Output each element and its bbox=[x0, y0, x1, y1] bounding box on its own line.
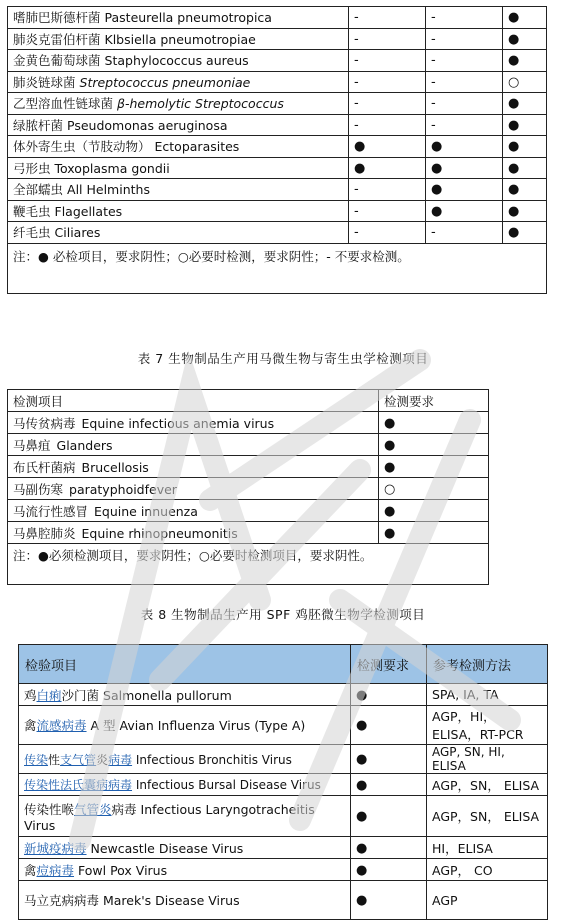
organism-name bbox=[8, 157, 349, 179]
requirement-cell bbox=[379, 478, 489, 500]
requirement-mark: - bbox=[354, 96, 359, 112]
table8-header-req: 检测要求 bbox=[351, 645, 427, 684]
table8-method: AGP bbox=[427, 881, 548, 920]
table-row bbox=[19, 796, 548, 837]
item-text: 病毒 Infectious Laryngotracheitis Virus bbox=[24, 801, 315, 833]
requirement-mark: ● bbox=[431, 139, 443, 155]
table-row bbox=[8, 28, 547, 50]
organism-name-en: All Helminths bbox=[67, 182, 150, 198]
required-mark: ● bbox=[356, 752, 368, 767]
requirement-mark: ● bbox=[384, 459, 396, 475]
organism-name-en: β-hemolytic Streptococcus bbox=[117, 96, 284, 112]
organism-name-zh: 纤毛虫 bbox=[13, 225, 51, 241]
organism-name-zh: 金黄色葡萄球菌 bbox=[13, 53, 101, 69]
table-row bbox=[19, 684, 548, 706]
test-item-zh: 布氏杆菌病 bbox=[13, 459, 76, 475]
item-link[interactable]: 痘病毒 bbox=[36, 862, 75, 878]
requirement-cell bbox=[503, 157, 547, 179]
requirement-cell bbox=[503, 136, 547, 158]
requirement-mark: ○ bbox=[508, 74, 520, 90]
requirement-cell bbox=[379, 500, 489, 522]
organism-name-zh: 弓形虫 bbox=[13, 160, 51, 176]
requirement-mark: ● bbox=[508, 225, 520, 241]
requirement-cell bbox=[349, 114, 426, 136]
item-text: 传染性喉 bbox=[24, 801, 75, 817]
table-row bbox=[8, 522, 489, 544]
table8-req bbox=[351, 837, 427, 859]
table8-req bbox=[351, 745, 427, 774]
requirement-mark: ● bbox=[508, 31, 520, 47]
table-row bbox=[19, 745, 548, 774]
table-row bbox=[8, 114, 547, 136]
requirement-mark: - bbox=[354, 117, 359, 133]
table8-method: AGP，SN， ELISA bbox=[427, 774, 548, 796]
item-link[interactable]: 传染 bbox=[24, 752, 49, 767]
requirement-cell bbox=[349, 50, 426, 72]
organism-name bbox=[8, 93, 349, 115]
requirement-cell bbox=[426, 136, 503, 158]
table8-req bbox=[351, 706, 427, 745]
item-link[interactable]: 白痢 bbox=[36, 687, 62, 703]
requirement-mark: ● bbox=[431, 203, 443, 219]
organism-name-zh: 嗜肺巴斯德杆菌 bbox=[13, 10, 101, 26]
requirement-mark: - bbox=[354, 31, 359, 47]
organism-name-en: Staphylococcus aureus bbox=[104, 53, 249, 69]
table7-header-req: 检测要求 bbox=[379, 390, 489, 412]
top-table-note-row bbox=[8, 243, 547, 293]
table8-item bbox=[19, 837, 351, 859]
required-mark: ● bbox=[356, 809, 368, 824]
item-text: 炎 bbox=[96, 752, 109, 767]
requirement-mark: ● bbox=[508, 160, 520, 176]
requirement-mark: - bbox=[354, 225, 359, 241]
requirement-mark: ● bbox=[508, 139, 520, 155]
table8-header bbox=[19, 645, 548, 684]
item-text: Fowl Pox Virus bbox=[74, 862, 168, 878]
test-item-zh: 马鼻疽 bbox=[13, 437, 51, 453]
organism-name-en: Pseudomonas aeruginosa bbox=[67, 117, 228, 133]
requirement-cell bbox=[349, 7, 426, 29]
test-item bbox=[8, 412, 379, 434]
test-item bbox=[8, 500, 379, 522]
required-mark: ● bbox=[356, 777, 368, 793]
item-text: 禽 bbox=[24, 718, 37, 733]
requirement-cell bbox=[379, 522, 489, 544]
requirement-mark: - bbox=[431, 225, 436, 241]
requirement-cell bbox=[426, 93, 503, 115]
required-mark: ● bbox=[356, 840, 368, 856]
requirement-mark: ● bbox=[384, 525, 396, 541]
requirement-cell bbox=[349, 28, 426, 50]
requirement-cell bbox=[426, 114, 503, 136]
requirement-mark: - bbox=[354, 10, 359, 26]
test-item-en: Glanders bbox=[56, 437, 113, 453]
requirement-mark: ● bbox=[508, 117, 520, 133]
requirement-mark: ● bbox=[508, 96, 520, 112]
required-mark: ● bbox=[356, 862, 368, 878]
table8-method: AGP, SN, HI, ELISA bbox=[427, 745, 548, 774]
table8 bbox=[18, 644, 548, 920]
table-row bbox=[19, 859, 548, 881]
top-table bbox=[7, 6, 547, 294]
test-item-zh: 马副伤寒 bbox=[13, 481, 64, 497]
table-row bbox=[8, 478, 489, 500]
requirement-cell bbox=[503, 114, 547, 136]
requirement-cell bbox=[426, 200, 503, 222]
requirement-cell bbox=[426, 28, 503, 50]
organism-name bbox=[8, 7, 349, 29]
test-item bbox=[8, 456, 379, 478]
table7-caption: 表 7 生物制品生产用马微生物与寄生虫学检测项目 bbox=[137, 351, 429, 366]
requirement-mark: - bbox=[431, 96, 436, 112]
requirement-cell bbox=[349, 71, 426, 93]
requirement-mark: - bbox=[354, 203, 359, 219]
requirement-mark: ● bbox=[508, 182, 520, 198]
requirement-mark: ● bbox=[508, 203, 520, 219]
item-link[interactable]: 新城疫病毒 bbox=[24, 840, 87, 856]
requirement-cell bbox=[503, 179, 547, 201]
required-mark: ● bbox=[356, 718, 368, 733]
table8-req bbox=[351, 859, 427, 881]
table-row bbox=[8, 222, 547, 244]
requirement-mark: - bbox=[431, 117, 436, 133]
test-item bbox=[8, 434, 379, 456]
item-text: 禽 bbox=[24, 862, 37, 878]
table8-item bbox=[19, 706, 351, 745]
table8-item bbox=[19, 796, 351, 837]
table7-header bbox=[8, 390, 489, 412]
table8-method: AGP，SN， ELISA bbox=[427, 796, 548, 837]
requirement-mark: ● bbox=[384, 503, 396, 519]
requirement-cell bbox=[349, 222, 426, 244]
organism-name-en: Streptococcus pneumoniae bbox=[79, 74, 251, 90]
requirement-cell bbox=[426, 179, 503, 201]
table8-req bbox=[351, 774, 427, 796]
table-row bbox=[8, 93, 547, 115]
requirement-cell bbox=[379, 434, 489, 456]
requirement-cell bbox=[503, 7, 547, 29]
table8-item: 马立克病病毒 Marek's Disease Virus bbox=[19, 881, 351, 920]
organism-name-en: Toxoplasma gondii bbox=[54, 160, 170, 176]
item-text: 性 bbox=[48, 752, 61, 767]
organism-name bbox=[8, 71, 349, 93]
item-link[interactable]: 气管炎 bbox=[74, 801, 112, 817]
organism-name bbox=[8, 222, 349, 244]
test-item-zh: 马传贫病毒 bbox=[13, 415, 76, 431]
organism-name bbox=[8, 136, 349, 158]
organism-name-en: Flagellates bbox=[54, 203, 123, 219]
table8-method: AGP， CO bbox=[427, 859, 548, 881]
item-link[interactable]: 传染性法氏囊病病毒 bbox=[24, 778, 133, 792]
item-link[interactable]: 流感病毒 bbox=[36, 718, 87, 733]
table8-req bbox=[351, 881, 427, 920]
requirement-mark: - bbox=[354, 53, 359, 69]
test-item-en: Equine infectious anemia virus bbox=[81, 415, 275, 431]
organism-name-en: Pasteurella pneumotropica bbox=[104, 10, 272, 26]
test-item bbox=[8, 522, 379, 544]
requirement-cell bbox=[426, 222, 503, 244]
test-item-en: Equine innuenza bbox=[94, 503, 198, 519]
table-row bbox=[19, 881, 548, 920]
item-text: Newcastle Disease Virus bbox=[86, 840, 244, 856]
test-item bbox=[8, 478, 379, 500]
requirement-cell bbox=[349, 93, 426, 115]
requirement-cell bbox=[426, 157, 503, 179]
requirement-cell bbox=[426, 50, 503, 72]
item-text: 沙门菌 Salmonella pullorum bbox=[61, 687, 232, 703]
table7 bbox=[7, 389, 489, 585]
requirement-cell bbox=[349, 157, 426, 179]
requirement-mark: ● bbox=[431, 182, 443, 198]
item-text: 鸡 bbox=[24, 687, 37, 703]
organism-name-zh: 鞭毛虫 bbox=[13, 203, 51, 219]
item-link[interactable]: 支气管 bbox=[60, 752, 97, 767]
organism-name bbox=[8, 50, 349, 72]
required-mark: ● bbox=[356, 893, 368, 908]
table-row bbox=[19, 706, 548, 745]
requirement-cell bbox=[503, 200, 547, 222]
table-row bbox=[8, 179, 547, 201]
requirement-cell bbox=[349, 136, 426, 158]
table8-item bbox=[19, 774, 351, 796]
requirement-cell bbox=[503, 222, 547, 244]
organism-name-zh: 肺炎链球菌 bbox=[13, 74, 76, 90]
requirement-mark: - bbox=[354, 182, 359, 198]
table8-header-method: 参考检测方法 bbox=[427, 645, 548, 684]
table8-caption: 表 8 生物制品生产用 SPF 鸡胚微生物学检测项目 bbox=[140, 607, 426, 622]
organism-name-en: Ciliares bbox=[54, 225, 101, 241]
table-row bbox=[8, 50, 547, 72]
test-item-zh: 马鼻腔肺炎 bbox=[13, 525, 76, 541]
requirement-cell bbox=[349, 200, 426, 222]
top-table-note: 注：● 必检项目，要求阴性；○必要时检测，要求阴性；- 不要求检测。 bbox=[8, 243, 547, 293]
requirement-cell bbox=[503, 71, 547, 93]
test-item-en: paratyphoidfever bbox=[69, 481, 177, 497]
table-row bbox=[8, 412, 489, 434]
organism-name-zh: 全部蠕虫 bbox=[13, 182, 64, 198]
table-row bbox=[8, 71, 547, 93]
requirement-cell bbox=[503, 50, 547, 72]
table8-item bbox=[19, 859, 351, 881]
table8-req bbox=[351, 684, 427, 706]
requirement-cell bbox=[503, 93, 547, 115]
item-text: Infectious Bursal Disease Virus bbox=[132, 778, 321, 792]
organism-name-zh: 肺炎克雷伯杆菌 bbox=[13, 31, 101, 47]
table-row bbox=[8, 7, 547, 29]
requirement-cell bbox=[379, 456, 489, 478]
requirement-mark: ● bbox=[431, 160, 443, 176]
requirement-mark: ● bbox=[384, 437, 396, 453]
table-row bbox=[19, 837, 548, 859]
table-row bbox=[8, 434, 489, 456]
requirement-mark: ○ bbox=[384, 481, 396, 497]
table-row bbox=[8, 500, 489, 522]
requirement-cell bbox=[349, 179, 426, 201]
item-text: A 型 Avian Influenza Virus (Type A) bbox=[86, 718, 306, 733]
requirement-cell bbox=[426, 7, 503, 29]
table8-item bbox=[19, 745, 351, 774]
test-item-zh: 马流行性感冒 bbox=[13, 503, 89, 519]
table8-item bbox=[19, 684, 351, 706]
test-item-en: Equine rhinopneumonitis bbox=[81, 525, 238, 541]
requirement-mark: ● bbox=[354, 139, 366, 155]
organism-name-zh: 乙型溶血性链球菌 bbox=[13, 96, 114, 112]
requirement-mark: - bbox=[354, 74, 359, 90]
table8-header-item: 检验项目 bbox=[19, 645, 351, 684]
organism-name bbox=[8, 179, 349, 201]
table8-req bbox=[351, 796, 427, 837]
requirement-mark: ● bbox=[354, 160, 366, 176]
organism-name-zh: 体外寄生虫（节肢动物） bbox=[13, 139, 151, 155]
required-mark: ● bbox=[356, 687, 368, 703]
table7-note: 注：●必须检测项目，要求阴性；○必要时检测项目，要求阴性。 bbox=[8, 544, 489, 585]
organism-name bbox=[8, 28, 349, 50]
requirement-cell bbox=[503, 28, 547, 50]
requirement-mark: - bbox=[431, 74, 436, 90]
requirement-cell bbox=[426, 71, 503, 93]
table-row bbox=[8, 200, 547, 222]
item-text: Infectious Bronchitis Virus bbox=[132, 752, 292, 767]
table-row bbox=[8, 456, 489, 478]
item-link[interactable]: 病毒 bbox=[108, 752, 133, 767]
organism-name-zh: 绿脓杆菌 bbox=[13, 117, 64, 133]
requirement-cell bbox=[379, 412, 489, 434]
table8-method: AGP，HI，ELISA，RT-PCR bbox=[427, 706, 548, 745]
organism-name bbox=[8, 200, 349, 222]
requirement-mark: ● bbox=[384, 415, 396, 431]
table8-method: HI，ELISA bbox=[427, 837, 548, 859]
test-item-en: Brucellosis bbox=[81, 459, 149, 475]
table-row bbox=[8, 157, 547, 179]
organism-name-en: Ectoparasites bbox=[154, 139, 240, 155]
table8-method: SPA, IA, TA bbox=[427, 684, 548, 706]
table7-header-item: 检测项目 bbox=[8, 390, 379, 412]
table7-note-row bbox=[8, 544, 489, 585]
organism-name bbox=[8, 114, 349, 136]
requirement-mark: - bbox=[431, 31, 436, 47]
requirement-mark: ● bbox=[508, 53, 520, 69]
table-row bbox=[8, 136, 547, 158]
requirement-mark: ● bbox=[508, 10, 520, 26]
requirement-mark: - bbox=[431, 10, 436, 26]
table-row bbox=[19, 774, 548, 796]
organism-name-en: Klbsiella pneumotropiae bbox=[104, 31, 256, 47]
requirement-mark: - bbox=[431, 53, 436, 69]
